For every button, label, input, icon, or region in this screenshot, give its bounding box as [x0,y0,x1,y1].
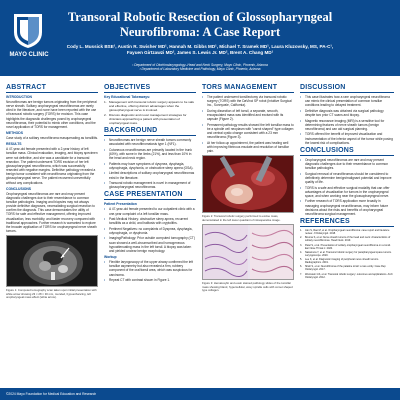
list-item: • Cutaneous neurofibromas are primarily located in the trunk (60%), with some in the limbs (21%), and less than 10% in the head and neck region. [104,148,196,160]
column-abstract [6,82,98,382]
section-divider [104,199,196,200]
results-text: A 47-year-old female presented with a 2-year history of left tonsillar mass. Clinical evaluation, imaging, and biopsy specimen were not definitive, and she was a candidate for a transoral resection. The patient underwent TORS excision of her left glossopharyngeal neurofibroma, which was successfully resected with negative margins. Definitive pathology revealed a benign tumor consistent with neurofibroma originating from the glossopharyngeal nerve. The patient recovered uneventfully without any complications. [6,147,98,185]
list-item: • Permanent pathology results showed the left tonsillar mass to be a spindle cell neoplasm with "carrot shaped" type collagen and central cystic change consistent with a 23 mm neurofibroma (Figure 3). [202,123,294,140]
patient-presentation-subheading: Patient Presentation [104,202,137,207]
case-presentation-heading: CASE PRESENTATION [104,191,183,199]
presentation-list [104,207,196,253]
list-item: • Neurofibromas are benign nerve sheath tumors commonly associated with neurofibromatosis type 1 (NF1). [104,138,196,146]
ct-scan-image [7,236,98,287]
list-item: • Further research of TORS application more broadly in managing oropharyngeal neurofibromas, may inform future decisions about the risks and benefits of oropharyngeal neurofibroma surgical management. [300,199,394,216]
list-item: • TORS is a safe and effective surgical modality that can offer advantages of visualization for tumors in the oropharyngeal space, and when working near the glossopharyngeal nerve. [300,186,394,198]
intro-subheading: INTRODUCTION [6,95,32,99]
list-item: • Surgical removal of neurofibromas should be considered to definitively determine benign/malignant potential and improve quality of life. [300,172,394,184]
discussion-heading: DISCUSSION [300,84,346,91]
list-item: 2. Discuss diagnostic and novel management strategies for clinicians approaching a patient with presentation of oropharyngeal mass. [104,113,187,126]
reference-item: 3. Patel S, et al. Presentation of solitary oropharyngeal neurofibroma on a tonsil. Ear Nose Throat J. 2020. [300,243,391,250]
list-item: • Imaging/Pathology: Prior outside computed tomography (CT) scan showed a well-circumscribed and homogeneous hypoattenuating mass in the left tonsil. A biopsy was taken and yielded unclear benign morphology. [104,236,196,253]
column-discussion [300,82,394,382]
list-item: • Oropharyngeal neurofibromas are rare and may present diagnostic challenges due to their resemblance to common tonsillar pathologies. [300,158,394,170]
list-item: • The patient underwent tonsillectomy via transoral robotic surgery (TORS) with the DaVinci SP robot (Intuitive Surgical Inc., Sunnyvale, California). [202,95,294,107]
list-item: • Patients may have symptoms of dyspnea, dysphagia, odynophagia, dysphonia, or obstructive sleep apnea (OSA). [104,162,196,170]
logo-text: MAYO CLINIC [9,52,49,58]
intro-text: Neurofibromas are benign tumors originating from the peripheral nerve sheath. Solitary oropharyngeal neurofibromas are rarely cited in the literature, and none have been reported with the use of transoral robotic surgery (TORS) for excision. This case highlights the diagnostic challenges posed by oropharyngeal neurofibromas, their potential to mimic other conditions, and the novel application of TORS for management. [6,100,97,129]
poster-title: Transoral Robotic Resection of Glossopharyngeal Neurofibroma: A Case Report [67,10,333,39]
discussion-list [300,95,394,145]
conclusions-heading: CONCLUSIONS [300,146,354,154]
figure-3-caption: Figure 3: Hematoxylin and eosin stained pathology slides of the tonsillar mass showing bland, hypercellular, wavy spindle cells with comet shaped type collagen. [202,281,293,293]
reference-item: 6. Shah S, et al. Neurofibroma of the palatine tonsil: a rare entity. Case Rep Otolaryngol. 2017. [300,265,386,272]
objectives-heading: OBJECTIVES [104,84,151,91]
histology-image [203,225,294,280]
list-item: • Limited descriptions of solitary oropharyngeal neurofibromas exist in the literature. [104,171,196,179]
column-objectives [104,82,196,382]
list-item: • TORS offered the benefit of improved visualization and instrumentation of the inferior aspect of the tumor while posing the lowest risk of complications. [300,132,394,144]
reference-item: 1. Jain S, Rao M, et al. Oropharyngeal neurofibroma: case report and literature review. J Otolaryngol. 2018. [300,229,390,236]
poster-footer [0,388,400,400]
poster-header [0,0,400,76]
list-item: • This case illustrates how a rare oropharyngeal neurofibroma can mimic the clinical presentation of common tonsillar conditions leading to delayed treatment. [300,95,394,107]
section-divider [104,92,196,93]
list-item: • Pertinent Negatives: no complaints of Dyspnea, dysphagia, odynophagia, or dysphonia. [104,227,196,235]
list-item: • At her follow-up appointment, the patient was healing well with improving fibrinous exudate and resolution of tonsillar pain. [202,141,294,153]
affiliation-1: ¹ Department of Otorhinolaryngology–Head and Neck Surgery, Mayo Clinic, Phoenix, Arizona [132,63,268,67]
tors-heading: TORS MANAGEMENT [202,84,278,91]
list-item: 1. Management with transoral robotic surgery appears to be safe and effective, offering distinct advantages when the glossopharyngeal nerve is involved. [104,100,195,113]
objectives-list [104,100,196,125]
section-divider [202,92,294,93]
list-item: • During dissection of left tonsil, a separate, smooth, encapsulated mass was identified and excised with its capsule (Figure 2). [202,109,294,121]
background-heading: BACKGROUND [104,127,158,135]
references-list [300,229,394,279]
reference-item: 5. Lee K, et al. Diagnostic imaging of peripheral nerve sheath tumors. Radiographics. 2019. [300,258,379,265]
poster-affiliations [60,63,340,71]
abstract-heading: ABSTRACT [6,84,47,91]
section-divider [300,226,394,227]
abstract-conclusions-text: Oropharyngeal neurofibromas are rare and may present diagnostic challenges due to their resemblance to common tonsillar pathologies. Imaging and biopsies may not always provide definitive diagnoses, necessitating surgical resection to confirm the diagnosis. This case demonstrates the utility of TORS for safe and effective management, offering improved visualization, less morbidity, and faster recovery compared with traditional approaches. Further research is warranted to explore the broader application of TORS for oropharyngeal nerve sheath tumors. [6,191,97,234]
column-tors [202,82,294,382]
list-item: • Flexible laryngoscopy of the upper airway confirmed the left tonsillar asymmetry but also revealed a firm, rubbery component of the oral/tonsil area, which was suspicious for carcinoma. [104,260,196,277]
abstract-conclusions-subheading: CONCLUSIONS [6,186,32,191]
list-item: • A 47-year-old female presented to our outpatient clinic with a one-year complaint of a left tonsillar mass. [104,207,196,215]
methods-subheading: METHODS [6,131,23,136]
figure-2-intraoperative-image [202,155,294,213]
tors-list [202,95,294,153]
reference-item: 2. Bouma S, et al. Nerve sheath tumors of the head and neck: characteristics of solitary neurofibromas. Head Neck. 2019. [300,236,391,243]
workup-subheading: Workup [104,255,117,260]
copyright-text: ©2024 Mayo Foundation for Medical Education and Research [6,391,97,396]
results-subheading: RESULTS [6,142,22,147]
section-divider [104,135,196,136]
mayo-clinic-shield-logo [8,10,48,50]
reference-item: 7. Weinstein GS, et al. Transoral robotic surgery: outcomes and applications. Arch Otolaryngol. 2012. [300,272,393,279]
section-divider [300,155,394,156]
references-heading: REFERENCES [300,218,350,226]
surgery-photo [203,156,294,213]
background-list [104,138,196,189]
affiliation-2: ² Department of Laboratory Medicine and Pathology, Mayo Clinic, Phoenix, Arizona [139,67,261,72]
reference-item: 4. Nakamura Y, et al. Transoral robotic surgery for parapharyngeal space tumors. Laryngoscope. 2020. [300,250,392,257]
takeaways-subheading: Key Educational Takeaways: [104,95,151,99]
list-item: • Transoral robotic management is novel in management of glossopharyngeal neurofibromas. [104,181,196,189]
list-item: • Past Medical History: obstructive sleep apnea, recurrent tonsillitis as a child, and halitosis with cryptoliths. [104,217,196,225]
figure-1-caption: Figure 1: Computed tomography scan taken upon initial presentation with white arrow showing 23 × 28 × 30 mm, rounded, hypoenhancing, left oropharyngeal mass effect (white arrow). [6,288,97,300]
conclusions-list [300,158,394,216]
figure-2-caption: Figure 2: Transoral robotic surgery performed to excise mass, demonstrated in the left lower quadrant of intraoperative image. [202,214,281,222]
poster-body [0,76,400,388]
workup-list [104,260,196,282]
list-item: • Repeat CT with contrast shown in Figure 1. [104,278,196,282]
section-divider [6,92,98,93]
section-divider [300,92,394,93]
poster-authors: Cody L. Mussick BSE¹, Austin R. Swisher MD¹, Hannah M. Gibbs MD¹, Michael T. Sramek MD¹, Laura Kluzovsky, MS, PA-C¹, Fayuen Girtzawzi MD², James S. Lewis Jr. MD², Brent A. Chang MD¹ [66,44,334,55]
figure-3-pathology-slides [202,224,294,280]
figure-1-ct-scan [6,235,98,287]
methods-text: Case study of a solitary neurofibroma masquerading as tonsillitis. [6,136,98,141]
list-item: • Definitive diagnosis was obtained via surgical pathology despite two prior CT scans and biopsy. [300,109,394,117]
list-item: • Magnetic resonance imaging (MRI) is a sensitive tool for determining features of nerve sheath tumors (benign neurofibroma) and can aid surgical planning. [300,119,394,131]
